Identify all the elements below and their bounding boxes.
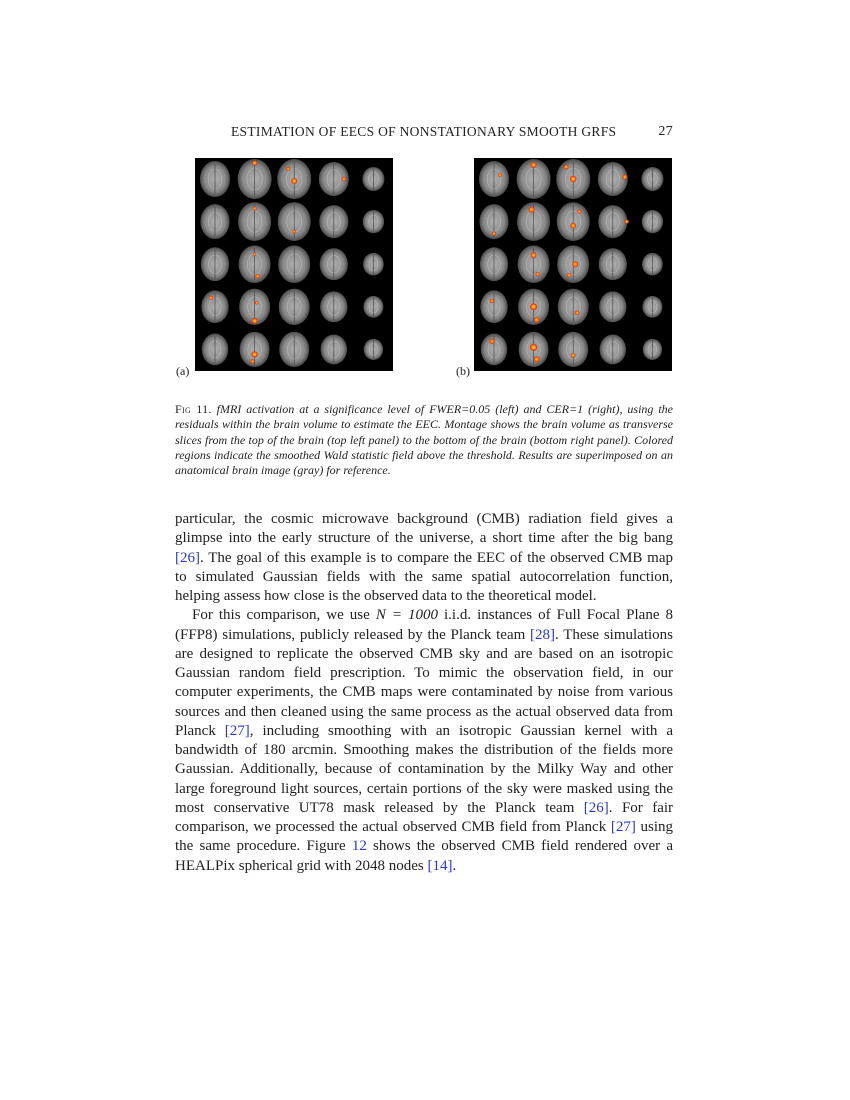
activation-region bbox=[498, 173, 502, 177]
montage-panel-b bbox=[474, 158, 672, 371]
activation-region bbox=[209, 296, 213, 300]
paragraph-1 bbox=[175, 510, 673, 606]
activation-region bbox=[567, 273, 571, 277]
body-text bbox=[175, 510, 673, 876]
citation-link[interactable]: [27] bbox=[224, 722, 250, 739]
activation-region bbox=[625, 220, 629, 224]
text-run: . The goal of this example is to compare the EEC of the observed CMB map to simulated Gaussian fields with the same spatial autocorrelation function, helping assess how close is the observed data to the theoretical model. bbox=[175, 549, 673, 604]
text-run: , including smoothing with an isotropic Gaussian kernel with a bandwidth of 180 arcmin. Smoothing makes the distribution of the fields more Gaussian. Additionally, because of contamination by the Milky Way and other large foreground light sources, certain portions of the sky were masked using the most conservative UT78 mask released by the Planck team bbox=[175, 722, 673, 816]
activation-region bbox=[530, 344, 537, 351]
text-run: . These simulations are designed to replicate the observed CMB sky and are based on an isotropic Gaussian random field prescription. To mimic the observation field, in our computer experiments, the CMB maps were contaminated by noise from various sources and then cleaned using the same process as the actual observed data from Planck bbox=[175, 626, 673, 739]
text-run: using the same procedure. Figure bbox=[175, 819, 673, 855]
math-expression: N = 1000 bbox=[375, 607, 438, 624]
figure-caption bbox=[175, 402, 673, 478]
citation-link[interactable]: [27] bbox=[610, 819, 636, 835]
text-run: particular, the cosmic microwave background (CMB) radiation field gives a glimpse into the early structure of the universe, a short time after the big bang bbox=[175, 511, 673, 547]
running-title: ESTIMATION OF EECS OF NONSTATIONARY SMOOTH GRFS bbox=[231, 124, 617, 139]
text-run: shows the observed CMB field rendered over a HEALPix spherical grid with 2048 nodes bbox=[175, 838, 674, 874]
activation-region bbox=[490, 299, 494, 303]
activation-region bbox=[291, 178, 297, 184]
running-header bbox=[175, 124, 673, 144]
activation-region bbox=[286, 167, 290, 171]
panel-b-label: (b) bbox=[456, 364, 470, 378]
fmri-montage-cer-image bbox=[474, 158, 672, 371]
activation-region bbox=[253, 253, 256, 256]
activation-region bbox=[252, 318, 258, 324]
paragraph-2 bbox=[175, 606, 673, 876]
activation-region bbox=[255, 301, 258, 304]
activation-region bbox=[570, 223, 576, 229]
caption-label: Fig 11. bbox=[175, 402, 212, 416]
activation-region bbox=[534, 356, 540, 362]
activation-region bbox=[252, 161, 257, 166]
activation-region bbox=[492, 232, 496, 236]
activation-region bbox=[255, 274, 259, 278]
activation-region bbox=[571, 353, 575, 357]
activation-region bbox=[575, 311, 579, 315]
activation-region bbox=[622, 175, 627, 180]
activation-region bbox=[534, 317, 540, 323]
activation-region bbox=[292, 230, 296, 234]
activation-region bbox=[529, 207, 535, 213]
activation-region bbox=[251, 359, 255, 363]
activation-region bbox=[570, 176, 576, 182]
fmri-montage-fwer-image bbox=[195, 158, 393, 371]
activation-region bbox=[531, 252, 537, 258]
caption-text: fMRI activation at a significance level of FWER=0.05 (left) and CER=1 (right), using the residuals within the brain volume to estimate the EEC. Montage shows the brain volume as transverse slices from the top of the brain (top left panel) to the bottom of the brain (bottom right panel). Colored regions indicate the smoothed Wald statistic field above the threshold. Results are superimposed on an anatomical brain image (gray) for reference. bbox=[175, 402, 674, 478]
text-run: For this comparison, we use bbox=[192, 607, 376, 624]
activation-region bbox=[536, 272, 540, 276]
activation-region bbox=[342, 177, 346, 181]
page-number: 27 bbox=[658, 124, 673, 139]
activation-region bbox=[489, 339, 494, 344]
text-run: i.i.d. instances of Full Focal Plane 8 (FFP8) simulations, publicly released by the Planck team bbox=[175, 607, 673, 643]
text-run: . For fair comparison, we processed the actual observed CMB field from Planck bbox=[175, 799, 674, 835]
citation-link[interactable]: [26] bbox=[175, 549, 200, 566]
citation-link[interactable]: [26] bbox=[583, 799, 609, 816]
activation-region bbox=[564, 165, 569, 170]
citation-link[interactable]: [28] bbox=[530, 626, 556, 643]
figure-reference-link[interactable]: 12 bbox=[351, 838, 367, 855]
citation-link[interactable]: [14] bbox=[427, 857, 453, 874]
montage-panel-a bbox=[195, 158, 393, 371]
panel-a-label: (a) bbox=[176, 364, 190, 378]
activation-region bbox=[252, 351, 258, 357]
activation-region bbox=[530, 303, 537, 310]
activation-region bbox=[253, 207, 257, 211]
text-run: . bbox=[452, 857, 457, 874]
activation-region bbox=[572, 261, 578, 267]
activation-region bbox=[577, 210, 581, 214]
activation-region bbox=[531, 162, 537, 168]
